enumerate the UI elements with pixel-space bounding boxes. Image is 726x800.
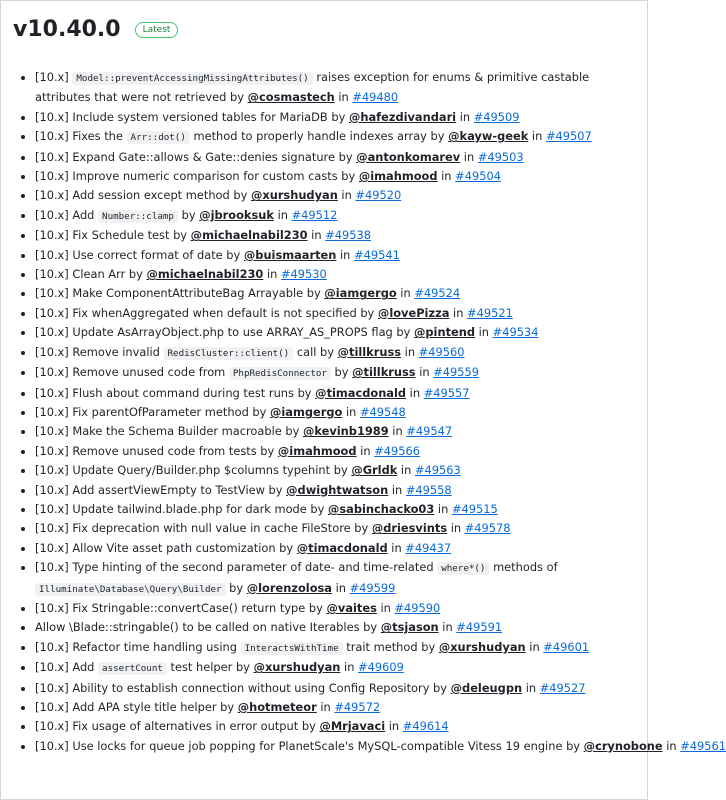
inline-code: PhpRedisConnector — [229, 367, 331, 380]
pull-request-link[interactable]: #49512 — [291, 207, 338, 222]
pull-request-link[interactable]: #49538 — [325, 228, 371, 243]
pull-request-link[interactable]: #49521 — [467, 305, 513, 320]
release-note-item — [35, 167, 647, 186]
note-text: in — [342, 404, 360, 419]
release-note-item — [35, 519, 647, 538]
release-note-item — [35, 226, 647, 245]
author-link[interactable]: @timacdonald — [296, 540, 388, 555]
note-text: in — [388, 482, 406, 497]
pull-request-link[interactable]: #49534 — [492, 325, 539, 340]
note-text: [10.x] Update AsArrayObject.php to use ARRAY_AS_PROPS flag by — [35, 325, 415, 340]
note-text: in — [460, 149, 478, 164]
note-text: [10.x] Expand Gate::allows & Gate::denies signature by — [35, 149, 357, 164]
release-title[interactable]: v10.40.0 — [13, 17, 121, 42]
release-note-item — [35, 422, 647, 441]
release-note-item — [35, 461, 647, 480]
inline-code: Illuminate\Database\Query\Builder — [35, 583, 226, 596]
inline-code: Number::clamp — [98, 210, 178, 223]
note-text: in — [438, 620, 457, 635]
pull-request-link[interactable]: #49504 — [455, 169, 501, 184]
release-note-item — [35, 599, 647, 618]
pull-request-link[interactable]: #49524 — [414, 286, 461, 301]
release-note-item — [35, 304, 647, 323]
pull-request-link[interactable]: #49566 — [374, 443, 420, 458]
note-text: in — [456, 109, 474, 124]
pull-request-link[interactable]: #49541 — [354, 247, 400, 262]
note-text: [10.x] Include system versioned tables for MariaDB by — [35, 109, 349, 124]
note-text: in — [522, 680, 540, 695]
release-note-item — [35, 384, 647, 403]
note-text: call by — [293, 344, 338, 359]
note-text: [10.x] Fix Stringable::convertCase() return type by — [35, 600, 327, 615]
note-text: [10.x] Make ComponentAttributeBag Arrayable by — [35, 286, 325, 301]
author-link[interactable]: @iamgergo — [324, 286, 397, 301]
pull-request-link[interactable]: #49599 — [349, 580, 396, 595]
author-link[interactable]: @antonkomarev — [356, 149, 461, 164]
note-text: [10.x] Add session except method by — [35, 188, 251, 203]
release-note-item — [35, 679, 647, 698]
note-text: in — [340, 660, 359, 675]
release-note-item — [35, 363, 647, 383]
note-text: in — [356, 443, 375, 458]
note-text: in — [396, 286, 415, 301]
note-text: [10.x] Fix whenAggregated when default is not specified by — [35, 305, 378, 320]
inline-code: Model::preventAccessingMissingAttributes() — [72, 72, 312, 85]
note-text: in — [337, 188, 356, 203]
note-text: in — [334, 90, 353, 105]
pull-request-link[interactable]: #49520 — [355, 188, 402, 203]
note-text: [10.x] Allow Vite asset path customization by — [35, 540, 297, 555]
author-link[interactable]: @driesvints — [371, 521, 448, 536]
note-text: in — [415, 365, 434, 380]
pull-request-link[interactable]: #49547 — [406, 424, 453, 439]
note-text: [10.x] Fix Schedule test by — [35, 228, 191, 243]
release-note-item — [35, 500, 647, 519]
note-text: [10.x] Ability to establish connection without using Config Repository by — [35, 680, 451, 695]
pull-request-link[interactable]: #49503 — [477, 149, 524, 164]
note-text: [10.x] Improve numeric comparison for custom casts by — [35, 169, 359, 184]
note-text: in — [662, 738, 681, 753]
pull-request-link[interactable]: #49601 — [543, 639, 590, 654]
author-link[interactable]: @pintend — [414, 325, 476, 340]
note-text: in — [385, 719, 403, 734]
note-text: test helper by — [166, 660, 254, 675]
release-note-item — [35, 698, 647, 717]
note-text: [10.x] Fixes the — [35, 129, 127, 144]
pull-request-link[interactable]: #49591 — [456, 620, 503, 635]
author-link[interactable]: @xurshudyan — [250, 188, 338, 203]
release-note-item — [35, 284, 647, 303]
note-text: in — [316, 700, 335, 714]
pull-request-link[interactable]: #49507 — [545, 129, 592, 144]
author-link[interactable]: @vaites — [326, 600, 377, 615]
note-text: [10.x] Refactor time handling using — [35, 639, 241, 654]
release-note-item — [35, 68, 647, 108]
note-text: in — [263, 267, 282, 282]
note-text: [10.x] Remove unused code from — [35, 365, 229, 380]
note-text: in — [434, 501, 452, 516]
author-link[interactable]: @michaelnabil230 — [146, 267, 264, 282]
release-note-item — [35, 638, 647, 658]
note-text: in — [336, 247, 355, 262]
author-link[interactable]: @Mrjavaci — [319, 719, 386, 734]
pull-request-link[interactable]: #49548 — [359, 404, 406, 419]
latest-badge: Latest — [135, 22, 179, 38]
pull-request-link[interactable]: #49509 — [473, 109, 520, 124]
note-text: [10.x] — [35, 70, 73, 84]
pull-request-link[interactable]: #49530 — [281, 267, 327, 282]
inline-code: assertCount — [98, 662, 167, 675]
author-link[interactable]: @crynobone — [583, 738, 663, 753]
pull-request-link[interactable]: #49480 — [352, 90, 399, 105]
note-text: in — [401, 344, 419, 359]
author-link[interactable]: @imahmood — [358, 169, 438, 184]
note-text: [10.x] Add — [35, 660, 99, 675]
note-text: raises exception for enums & primitive castable attributes that were not retrieved by — [35, 70, 590, 105]
pull-request-link[interactable]: #49609 — [358, 660, 404, 675]
author-link[interactable]: @lorenzolosa — [246, 580, 332, 595]
note-text: in — [528, 129, 546, 144]
inline-code: where*() — [437, 562, 489, 575]
note-text: by — [177, 207, 200, 222]
release-note-item — [35, 717, 647, 736]
pull-request-link[interactable]: #49561 — [680, 738, 726, 753]
note-text: by — [330, 365, 353, 380]
note-text: [10.x] Add — [35, 207, 99, 222]
note-text: [10.x] Remove unused code from tests by — [35, 443, 278, 458]
author-link[interactable]: @iamgergo — [270, 404, 343, 419]
note-text: [10.x] Type hinting of the second parameter of date- and time-related — [35, 560, 438, 575]
note-text: [10.x] Clean Arr by — [35, 267, 147, 282]
author-link[interactable]: @tillkruss — [337, 344, 402, 359]
release-header — [13, 15, 178, 45]
note-text: methods of — [489, 560, 558, 575]
release-note-item — [35, 343, 647, 363]
note-text: in — [447, 521, 465, 536]
author-link[interactable]: @xurshudyan — [438, 639, 526, 654]
note-text: Allow \Blade::stringable() to be called on native Iterables by — [35, 620, 381, 635]
author-link[interactable]: @imahmood — [277, 443, 357, 458]
release-note-item — [35, 246, 647, 265]
note-text: trait method by — [342, 639, 439, 654]
note-text: [10.x] Use locks for queue job popping for PlanetScale's MySQL-compatible Vitess 19 engine by — [35, 738, 584, 753]
note-text: in — [449, 305, 468, 320]
release-notes-list — [19, 68, 726, 756]
author-link[interactable]: @xurshudyan — [253, 660, 341, 675]
release-note-item — [35, 481, 647, 500]
pull-request-link[interactable]: #49590 — [394, 600, 441, 615]
pull-request-link[interactable]: #49560 — [418, 344, 465, 359]
release-note-item — [35, 618, 647, 637]
pull-request-link[interactable]: #49515 — [451, 501, 498, 516]
note-text: in — [475, 325, 493, 340]
release-note-item — [35, 206, 647, 226]
release-note-item — [35, 403, 647, 422]
pull-request-link[interactable]: #49557 — [423, 385, 470, 400]
author-link[interactable]: @hotmeteor — [237, 700, 317, 714]
author-link[interactable]: @timacdonald — [315, 385, 407, 400]
note-text: in — [397, 463, 415, 478]
note-text: [10.x] Make the Schema Builder macroable by — [35, 424, 303, 439]
pull-request-link[interactable]: #49614 — [402, 719, 449, 734]
note-text: in — [307, 228, 326, 243]
release-note-item — [35, 265, 647, 284]
inline-code: Arr::dot() — [127, 131, 190, 144]
pull-request-link[interactable]: #49559 — [433, 365, 479, 380]
release-note-item — [35, 323, 647, 342]
pull-request-link[interactable]: #49558 — [405, 482, 452, 497]
release-note-item — [35, 148, 647, 167]
release-note-item — [35, 737, 726, 756]
author-link[interactable]: @kevinb1989 — [302, 424, 389, 439]
note-text: in — [273, 207, 292, 222]
pull-request-link[interactable]: #49527 — [539, 680, 586, 695]
author-link[interactable]: @cosmastech — [247, 90, 335, 105]
release-note-item — [35, 658, 647, 678]
author-link[interactable]: @sabinchacko03 — [328, 501, 435, 516]
author-link[interactable]: @tsjason — [380, 620, 439, 635]
author-link[interactable]: @Grldk — [351, 463, 398, 478]
author-link[interactable]: @lovePizza — [377, 305, 450, 320]
author-link[interactable]: @dwightwatson — [286, 482, 389, 497]
author-link[interactable]: @kayw-geek — [448, 129, 529, 144]
note-text: [10.x] Fix usage of alternatives in error output by — [35, 719, 320, 734]
inline-code: RedisCluster::client() — [164, 347, 294, 360]
note-text: in — [388, 424, 407, 439]
note-text: [10.x] Use correct format of date by — [35, 247, 244, 262]
release-note-item — [35, 539, 647, 558]
release-note-item — [35, 108, 647, 127]
note-text: in — [525, 639, 544, 654]
note-text: by — [225, 580, 247, 595]
pull-request-link[interactable]: #49437 — [405, 540, 452, 555]
release-note-item — [35, 127, 647, 147]
note-text: [10.x] Update tailwind.blade.php for dark mode by — [35, 501, 329, 516]
note-text: [10.x] Flush about command during test runs by — [35, 385, 316, 400]
author-link[interactable]: @jbrooksuk — [199, 207, 274, 222]
note-text: [10.x] Fix deprecation with null value in cache FileStore by — [35, 521, 372, 536]
note-text: [10.x] Remove invalid — [35, 344, 164, 359]
inline-code: InteractsWithTime — [241, 642, 343, 655]
release-note-item — [35, 186, 647, 205]
note-text: method to properly handle indexes array by — [189, 129, 449, 144]
note-text: in — [437, 169, 456, 184]
release-note-item — [35, 442, 647, 461]
note-text: [10.x] Add assertViewEmpty to TestView by — [35, 482, 287, 497]
note-text: [10.x] Update Query/Builder.php $columns typehint by — [35, 463, 352, 478]
note-text: in — [406, 385, 424, 400]
pull-request-link[interactable]: #49563 — [414, 463, 461, 478]
author-link[interactable]: @tillkruss — [352, 365, 416, 380]
note-text: in — [376, 600, 395, 615]
note-text: [10.x] Add APA style title helper by — [35, 700, 238, 714]
author-link[interactable]: @michaelnabil230 — [190, 228, 308, 243]
author-link[interactable]: @buismaarten — [243, 247, 337, 262]
release-note-item — [35, 558, 647, 599]
note-text: in — [332, 580, 350, 595]
note-text: in — [387, 540, 406, 555]
author-link[interactable]: @hafezdivandari — [348, 109, 457, 124]
note-text: [10.x] Fix parentOfParameter method by — [35, 404, 271, 419]
author-link[interactable]: @deleugpn — [450, 680, 523, 695]
pull-request-link[interactable]: #49572 — [334, 700, 381, 714]
pull-request-link[interactable]: #49578 — [464, 521, 511, 536]
